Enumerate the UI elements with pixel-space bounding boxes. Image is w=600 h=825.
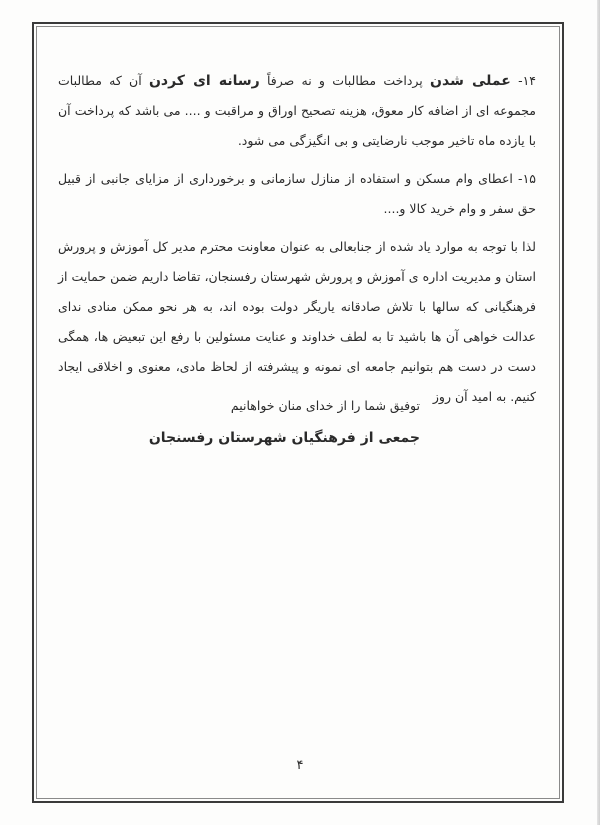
item-14-text-1: پرداخت مطالبات و نه صرفاً [259,73,431,88]
signature: جمعی از فرهنگیان شهرستان رفسنجان [148,430,420,446]
item-14 [58,66,536,156]
item-14-number: ۱۴- [510,73,537,88]
item-14-emphasis-1: عملی شدن [430,73,511,89]
item-14-text-2: آن که مطالبات مجموعه ای از اضافه کار معوق، هزینه تصحیح اوراق و مراقبت و .... می باشد که پرداخت آن با یازده ماه تاخیر موجب نارضایتی و بی انگیزگی می شود. [58,73,536,148]
item-14-emphasis-2: رسانه ای کردن [148,73,260,89]
item-15: ۱۵- اعطای وام مسکن و استفاده از منازل سازمانی و برخورداری از مزایای جانبی از قبیل حق سفر و وام خرید کالا و.... [58,171,536,216]
letter-body [58,66,536,420]
closing-line: توفیق شما را از خدای منان خواهانیم [230,398,420,413]
main-paragraph: لذا با توجه به موارد یاد شده از جنابعالی به عنوان معاونت محترم مدیر کل آموزش و پرورش استان و مدیریت اداره ی آموزش و پرورش شهرستان رفسنجان، تقاضا داریم ضمن حمایت از فرهنگیانی که سالها با تلاش صادقانه یاریگر دولت بوده اند، به هر نحو ممکن منادی ندای عدالت خواهی آن ها باشید تا به لطف خداوند و عنایت مسئولین با رفع این تبعیض ها، همگی دست در دست هم بتوانیم جامعه ای نمونه و پیشرفته از لحاظ مادی، معنوی و اخلاقی ایجاد کنیم. به امید آن روز [58,239,536,404]
page-number: ۴ [296,758,304,773]
